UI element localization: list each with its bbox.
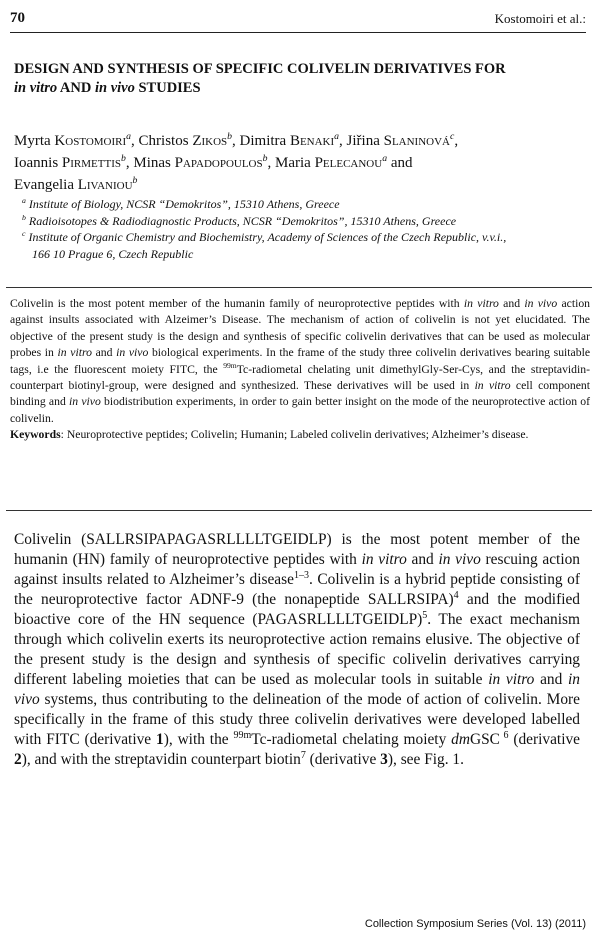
affiliation-c: $^c$ Institute of Organic Chemistry and Biochemistry, Academy of Sciences of the Czech Republic, v.v.i., — [22, 229, 507, 244]
page-number: 70 — [10, 10, 25, 26]
author: Myrta Kostomoiri$^a$, — [14, 131, 139, 149]
abstract-text: Colivelin is the most potent member of the humanin family of neuroprotective peptides with in vitro and in vivo action against insults associated with Alzeimer’s Disease. The mechanism of action of colivelin is not yet elucidated. The objective of the present study is the design and synthesis of specific colivelin derivatives that can be used as molecular probes in in vitro and in vivo biological experiments. In the frame of the study three colivelin derivatives bearing suitable tags, i.e the fluorescent moiety FITC, the $^{99m}$Tc-radiometal chelating unit dimethylGly-Ser-Cys, and the streptavidin-counterpart biotinyl-group, were designed and synthesized. These derivatives will be used in in vitro cell component binding and in vivo biodistribution experiments, in order to gain better insight on the mode of the neuroprotective action of colivelin. — [10, 297, 591, 425]
body-paragraph: Colivelin (SALLRSIPAPAGASRLLLLTGEIDLP) is the most potent member of the humanin (HN) family of neuroprotective peptides with in vitro and in vivo rescuing action against insults related to Alzheimer’s disease$^{1-3}$. Colivelin is a hybrid peptide consisting of the neuroprotective factor ADNF-9 (the nonapeptide SALLRSIPA)$^4$ and the modified bioactive core of the HN sequence (PAGASRLLLLTGEIDLP)$^5$. The exact mechanism through which colivelin exerts its neuroprotective action remains elusive. The objective of the present study is the design and synthesis of specific colivelin derivatives carrying different labeling moieties that can be used as molecular tools in suitable in vitro and in vivo systems, thus contributing to the delineation of the mode of action of colivelin. More specifically in the frame of this study three colivelin derivatives were developed labelled with FITC (derivative 1), with the $^{99m}$Tc-radiometal chelating moiety dmGSC $^6$ (derivative 2), and with the streptavidin counterpart biotin$^7$ (derivative 3), see Fig. 1. — [14, 531, 581, 768]
affiliations — [22, 196, 580, 262]
title-italic-a: in vitro — [14, 80, 58, 96]
abstract-box — [6, 287, 592, 511]
title-italic-b: in vivo — [94, 80, 135, 96]
author: Christos Zikos$^b$, — [138, 131, 240, 149]
author: Ioannis Pirmettis$^b$, — [14, 153, 134, 171]
author: Evangelia Livaniou$^b$ — [14, 175, 138, 193]
keywords-label: Keywords — [10, 428, 61, 442]
affiliation-b: $^b$ Radioisotopes & Radiodiagnostic Products, NCSR “Demokritos”, 15310 Athens, Greece — [22, 212, 457, 228]
keywords: Keywords: Neuroprotective peptides; Colivelin; Humanin; Labeled colivelin derivatives; Alzheimer’s disease. — [10, 428, 529, 442]
abstract — [10, 296, 590, 444]
title-line-1: DESIGN AND SYNTHESIS OF SPECIFIC COLIVELIN DERIVATIVES FOR — [14, 61, 506, 77]
title-and: AND — [57, 80, 95, 96]
affiliation-a: $^a$ Institute of Biology, NCSR “Demokritos”, 15310 Athens, Greece — [22, 196, 340, 211]
running-header — [10, 10, 586, 33]
author: Jiřina Slaninová$^c$, — [346, 131, 459, 149]
article-title — [14, 60, 580, 98]
author: Dimitra Benaki$^a$, — [239, 131, 347, 149]
author: Maria Pelecanou$^a$ and — [275, 153, 413, 171]
author: Minas Papadopoulos$^b$, — [133, 153, 275, 171]
title-end: STUDIES — [134, 80, 201, 96]
body-text — [14, 530, 580, 770]
running-authors: Kostomoiri et al.: — [494, 11, 586, 26]
author-list — [14, 130, 580, 196]
page-footer: Collection Symposium Series (Vol. 13) (2011) — [364, 918, 586, 930]
affiliation-c-continued: 166 10 Prague 6, Czech Republic — [32, 246, 194, 261]
